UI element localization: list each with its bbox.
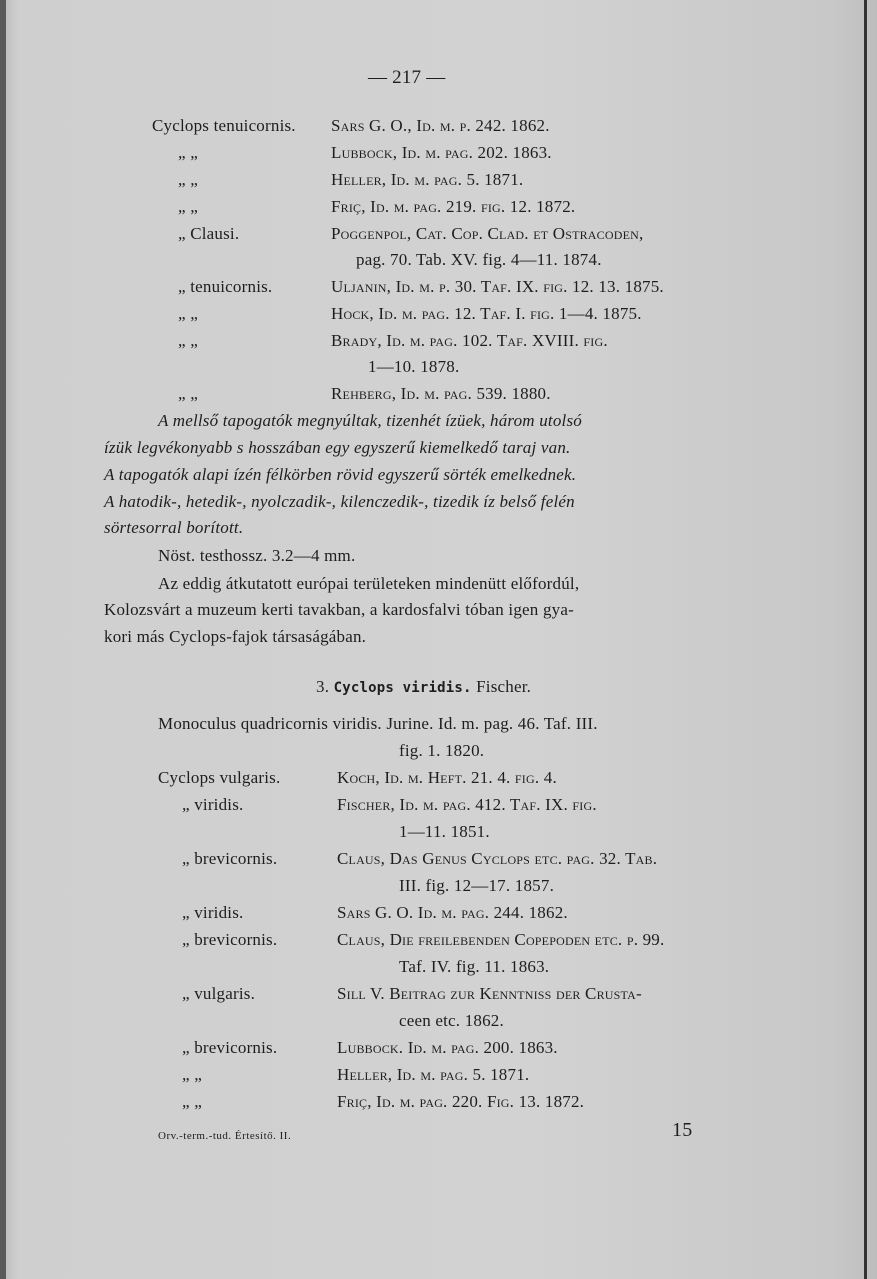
- syn2-cite-1-1: 1—11. 1851.: [399, 822, 490, 841]
- syn1-cite-3-0: Friç, Id. m. pag. 219. fig. 12. 1872.: [331, 197, 576, 216]
- syn2-genus-4: „ brevicornis.: [182, 930, 278, 949]
- syn1-cite-1-0: Lubbock, Id. m. pag. 202. 1863.: [331, 143, 552, 162]
- syn1-genus-7: „ „: [178, 331, 198, 350]
- syn2-genus-7: „ „: [182, 1065, 202, 1084]
- syn2-cite-1-0: Fischer, Id. m. pag. 412. Taf. IX. fig.: [337, 795, 597, 814]
- syn2-genus-5: „ vulgaris.: [182, 984, 256, 1003]
- mono-line-0: Monoculus quadricornis viridis. Jurine. Id. m. pag. 46. Taf. III.: [158, 714, 598, 733]
- syn1-genus-1: „ „: [178, 143, 198, 162]
- syn2-cite-5-1: ceen etc. 1862.: [399, 1011, 504, 1030]
- syn2-genus-8: „ „: [182, 1092, 202, 1111]
- syn1-genus-8: „ „: [178, 384, 198, 403]
- syn1-genus-2: „ „: [178, 170, 198, 189]
- syn1-cite-7-0: Brady, Id. m. pag. 102. Taf. XVIII. fig.: [331, 331, 608, 350]
- syn2-cite-2-0: Claus, Das Genus Cyclops etc. pag. 32. Tab.: [337, 849, 658, 868]
- species-author: Fischer.: [476, 677, 532, 696]
- syn2-genus-3: „ viridis.: [182, 903, 244, 922]
- desc-line-3: A hatodik-, hetedik-, nyolczadik-, kilenczedik-, tizedik íz belső felén: [104, 492, 575, 511]
- syn2-genus-6: „ brevicornis.: [182, 1038, 278, 1057]
- footer-journal: Orv.-term.-tud. Értesítő. II.: [158, 1130, 292, 1142]
- desc-line-4: sörtesorral borított.: [104, 518, 244, 537]
- desc-line-2: A tapogatók alapi ízén félkörben rövid egyszerű sörték emelkednek.: [104, 465, 577, 484]
- mono-line-1: fig. 1. 1820.: [399, 741, 485, 760]
- syn2-cite-6-0: Lubbock. Id. m. pag. 200. 1863.: [337, 1038, 558, 1057]
- desc-line-0: A mellső tapogatók megnyúltak, tizenhét ízüek, három utolsó: [158, 411, 582, 430]
- syn1-genus-5: „ tenuicornis.: [178, 277, 273, 296]
- syn1-cite-4-0: Poggenpol, Cat. Cop. Clad. et Ostracoden,: [331, 224, 644, 243]
- syn1-genus-4: „ Clausi.: [178, 224, 240, 243]
- footer-signature: 15: [672, 1119, 693, 1141]
- syn1-cite-7-1: 1—10. 1878.: [368, 357, 460, 376]
- syn2-genus-1: „ viridis.: [182, 795, 244, 814]
- syn2-cite-3-0: Sars G. O. Id. m. pag. 244. 1862.: [337, 903, 568, 922]
- dist-line-1: Kolozsvárt a muzeum kerti tavakban, a kardosfalvi tóban igen gya-: [104, 600, 574, 619]
- syn2-cite-7-0: Heller, Id. m. pag. 5. 1871.: [337, 1065, 530, 1084]
- syn1-genus-6: „ „: [178, 304, 198, 323]
- syn2-cite-8-0: Friç, Id. m. pag. 220. Fig. 13. 1872.: [337, 1092, 585, 1111]
- page-edge-right: [864, 0, 867, 1279]
- species-number: 3.: [316, 677, 330, 696]
- syn2-cite-5-0: Sill V. Beitrag zur Kenntniss der Crusta-: [337, 984, 642, 1003]
- syn1-cite-4-1: pag. 70. Tab. XV. fig. 4—11. 1874.: [356, 250, 602, 269]
- syn1-genus-0: Cyclops tenuicornis.: [152, 116, 296, 135]
- syn2-genus-0: Cyclops vulgaris.: [158, 768, 281, 787]
- desc-line-1: ízük legvékonyabb s hosszában egy egyszerű kiemelkedő taraj van.: [104, 438, 571, 457]
- syn1-cite-8-0: Rehberg, Id. m. pag. 539. 1880.: [331, 384, 551, 403]
- dist-line-2: kori más Cyclops-fajok társaságában.: [104, 627, 367, 646]
- syn2-cite-4-0: Claus, Die freilebenden Copepoden etc. p. 99.: [337, 930, 665, 949]
- syn1-cite-0-0: Sars G. O., Id. m. p. 242. 1862.: [331, 116, 550, 135]
- syn1-cite-2-0: Heller, Id. m. pag. 5. 1871.: [331, 170, 524, 189]
- species-name: Cyclops viridis.: [333, 680, 472, 696]
- syn2-cite-4-1: Taf. IV. fig. 11. 1863.: [399, 957, 550, 976]
- species-heading: [316, 677, 531, 698]
- syn2-cite-0-0: Koch, Id. m. Heft. 21. 4. fig. 4.: [337, 768, 557, 787]
- dist-line-0: Az eddig átkutatott európai területeken mindenütt előfordúl,: [158, 574, 580, 593]
- size-line: Nöst. testhossz. 3.2—4 mm.: [158, 546, 356, 565]
- syn2-genus-2: „ brevicornis.: [182, 849, 278, 868]
- syn1-cite-5-0: Uljanin, Id. m. p. 30. Taf. IX. fig. 12. 13. 1875.: [331, 277, 664, 296]
- syn2-cite-2-1: III. fig. 12—17. 1857.: [399, 876, 555, 895]
- page-edge-left: [0, 0, 6, 1279]
- syn1-cite-6-0: Hock, Id. m. pag. 12. Taf. I. fig. 1—4. 1875.: [331, 304, 642, 323]
- syn1-genus-3: „ „: [178, 197, 198, 216]
- page-number: — 217 —: [368, 67, 446, 88]
